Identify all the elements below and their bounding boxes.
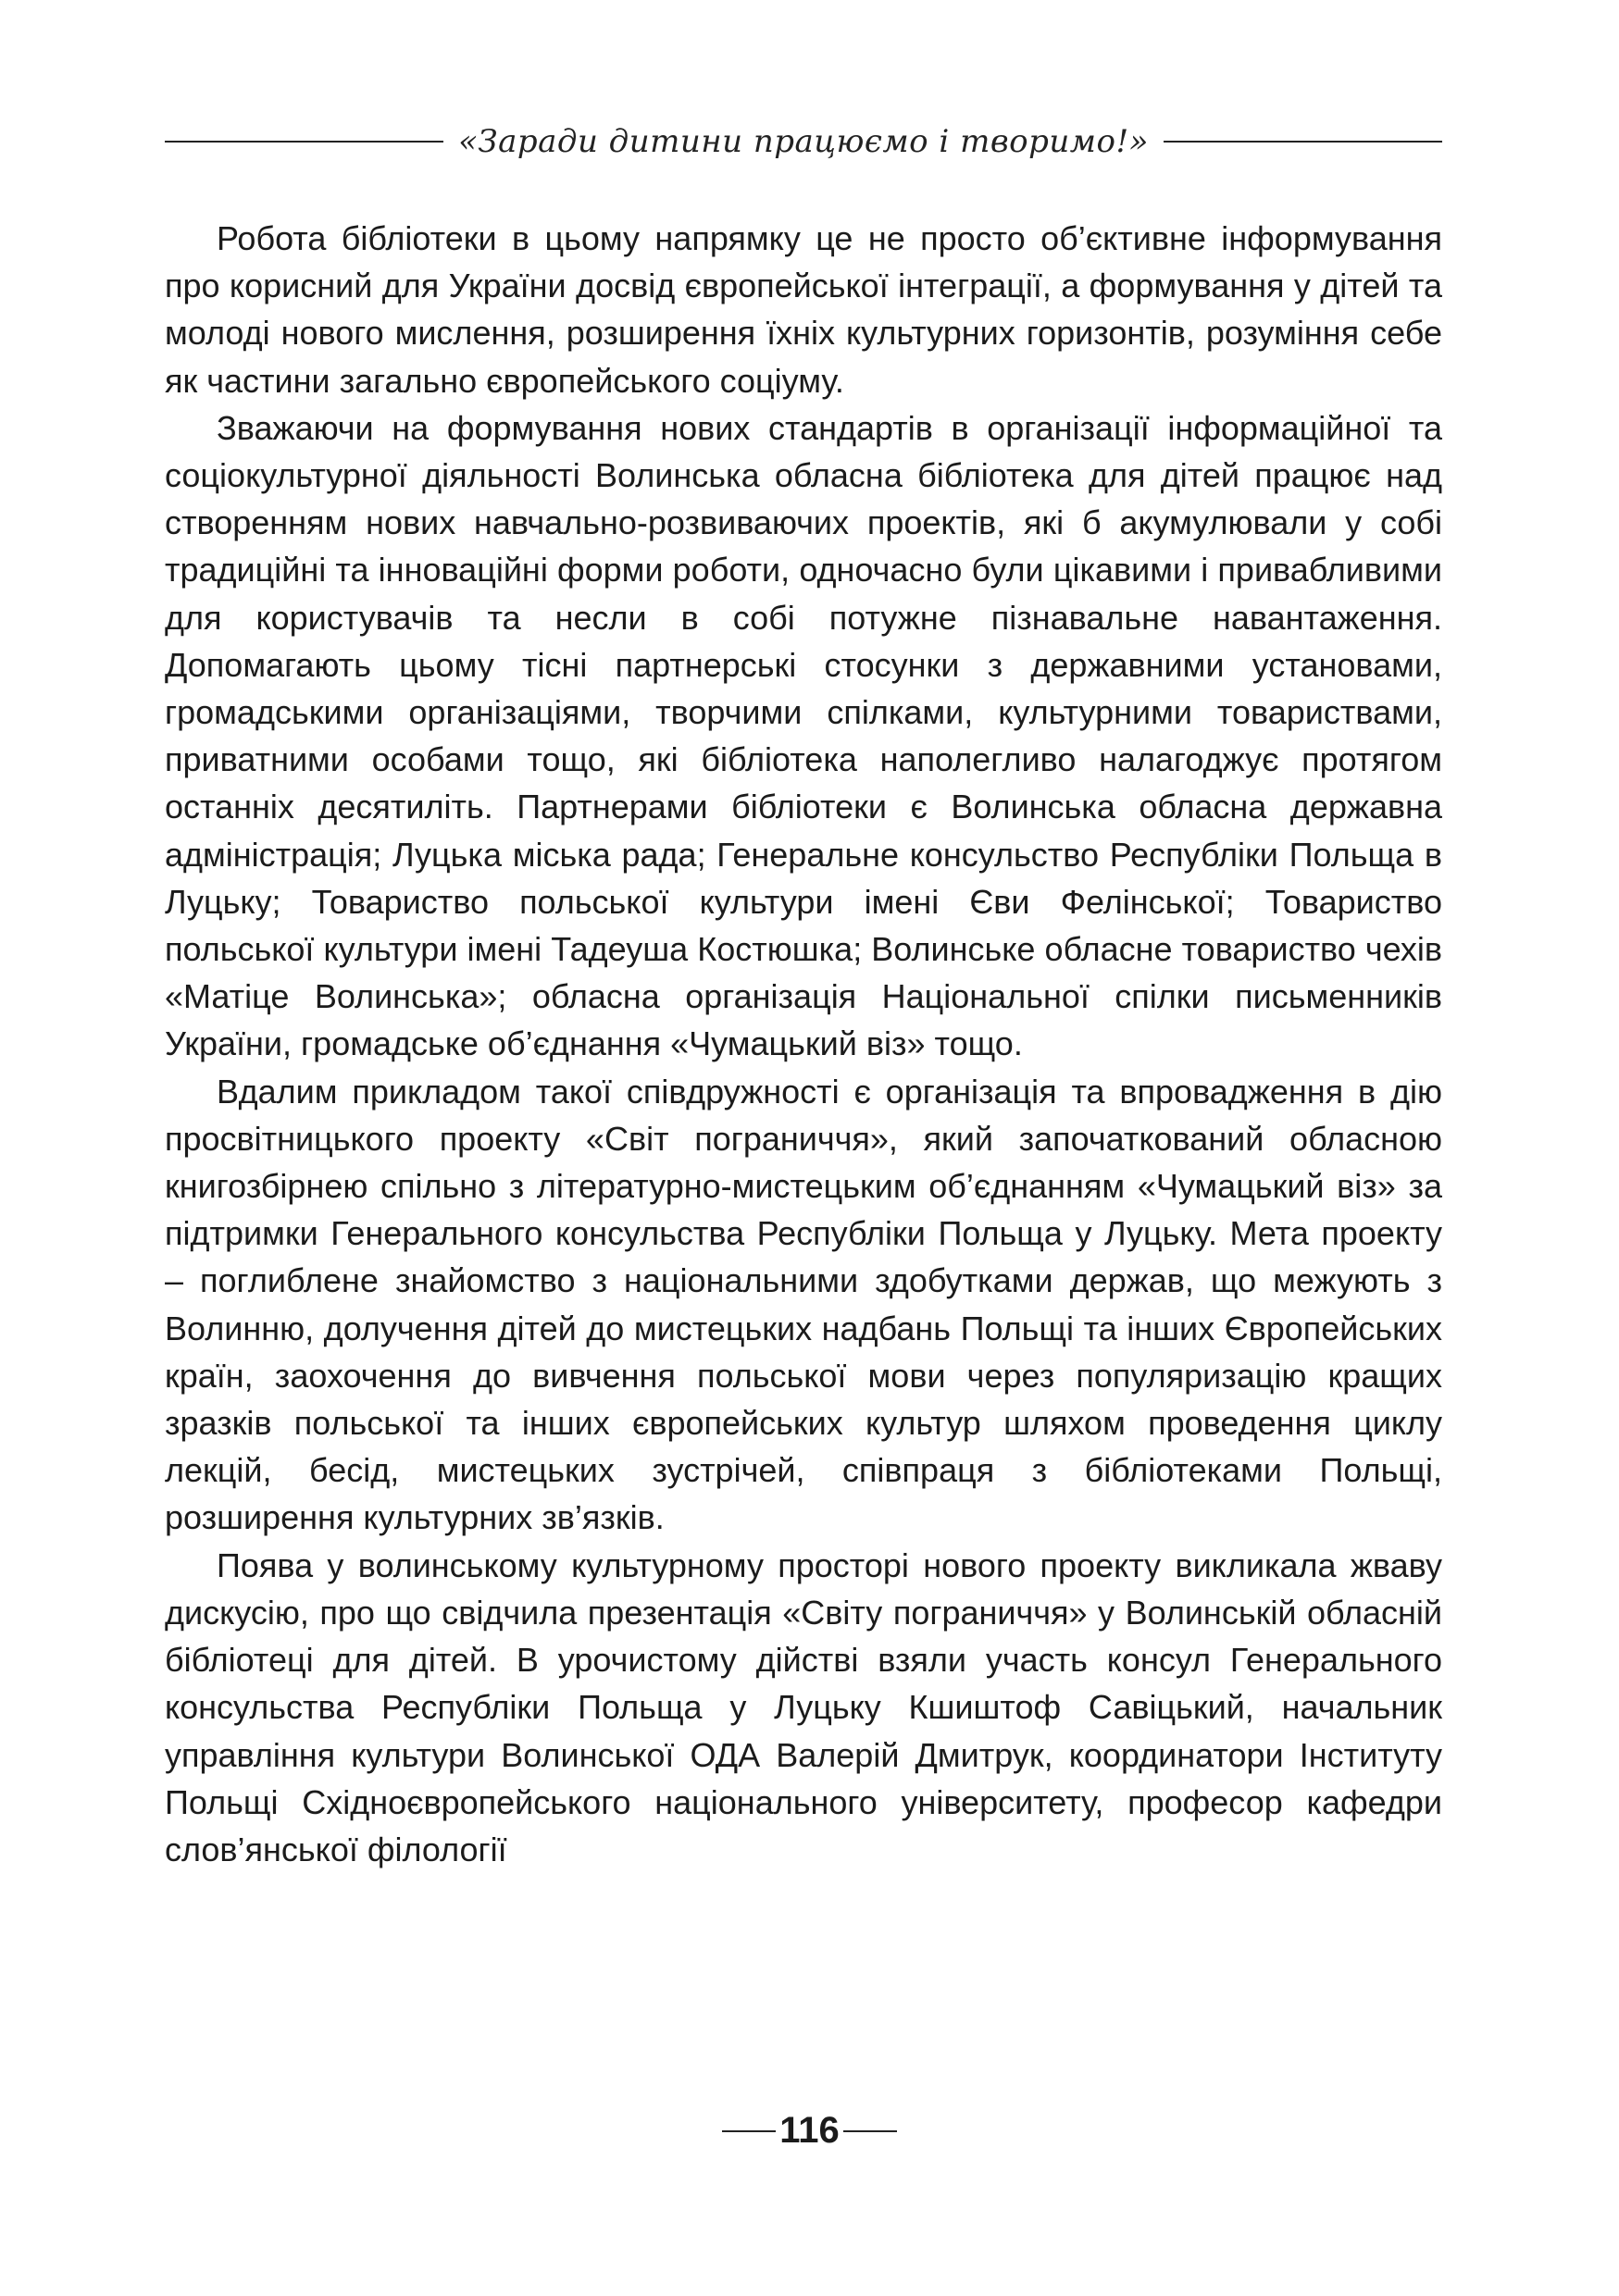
footer-rule-left xyxy=(722,2130,776,2132)
running-header xyxy=(165,109,1442,174)
header-rule-right xyxy=(1164,141,1442,143)
paragraph: Вдалим прикладом такої співдружності є організація та впровадження в дію просвітницького проекту «Світ пограниччя», який започаткований обласною книгозбірнею спільно з літературно-мистецьким об’єднанням «Чумацький віз» за підтримки Генерального консульства Республіки Польща у Луцьку. Мета проекту – поглиблене знайомство з національними здобутками держав, що межують з Волинню, долучення дітей до мистецьких надбань Польщі та інших Європейських країн, заохочення до вивчення польської мови через популяризацію кращих зразків польської та інших європейських культур шляхом проведення циклу лекцій, бесід, мистецьких зустрічей, співпраця з бібліотеками Польщі, розширення культурних зв’язків. xyxy=(165,1072,1442,1537)
page-footer xyxy=(0,2110,1619,2152)
page-number: 116 xyxy=(779,2110,840,2151)
paragraph: Поява у волинському культурному просторі нового проекту викликала жваву дискусію, про що свідчила презентація «Світу пограниччя» у Волинській обласній бібліотеці для дітей. В урочистому дійстві взяли участь консул Генерального консульства Республіки Польща у Луцьку Кшиштоф Савіцький, начальник управління культури Волинської ОДА Валерій Дмитрук, координатори Інституту Польщі Східноєвропейського національного університету, професор кафедри слов’янської філології xyxy=(165,1545,1442,1868)
footer-rule-right xyxy=(843,2130,897,2132)
header-rule-left xyxy=(165,141,443,143)
running-title: «Заради дитини працюємо і творимо!» xyxy=(458,123,1149,160)
paragraph: Зважаючи на формування нових стандартів в організації інформаційної та соціокультурної діяльності Волинська обласна бібліотека для дітей працює над створенням нових навчально-розвиваючих проектів, які б акумулювали у собі традиційні та інноваційні форми роботи, одночасно були цікавими і привабливими для користувачів та несли в собі потужне пізнавальне навантаження. Допомагають цьому тісні партнерські стосунки з державними установами, громадськими організаціями, творчими спілками, культурними товариствами, приватними особами тощо, які бібліотека наполегливо налагоджує протягом останніх десятиліть. Партнерами бібліотеки є Волинська обласна державна адміністрація; Луцька міська рада; Генеральне консульство Республіки Польща в Луцьку; Товариство польської культури імені Єви Фелінської; Товариство польської культури імені Тадеуша Костюшка; Волинське обласне товариство чехів «Матіце Волинська»; обласна організація Національної спілки письменників України, громадське об’єднання «Чумацький віз» тощо. xyxy=(165,408,1442,1063)
body-text xyxy=(165,215,1442,1873)
paragraph: Робота бібліотеки в цьому напрямку це не просто об’єктивне інформування про корисний для України досвід європейської інтеграції, а формування у дітей та молоді нового мислення, розширення їхніх культурних горизонтів, розуміння себе як частини загально європейського соціуму. xyxy=(165,219,1442,400)
